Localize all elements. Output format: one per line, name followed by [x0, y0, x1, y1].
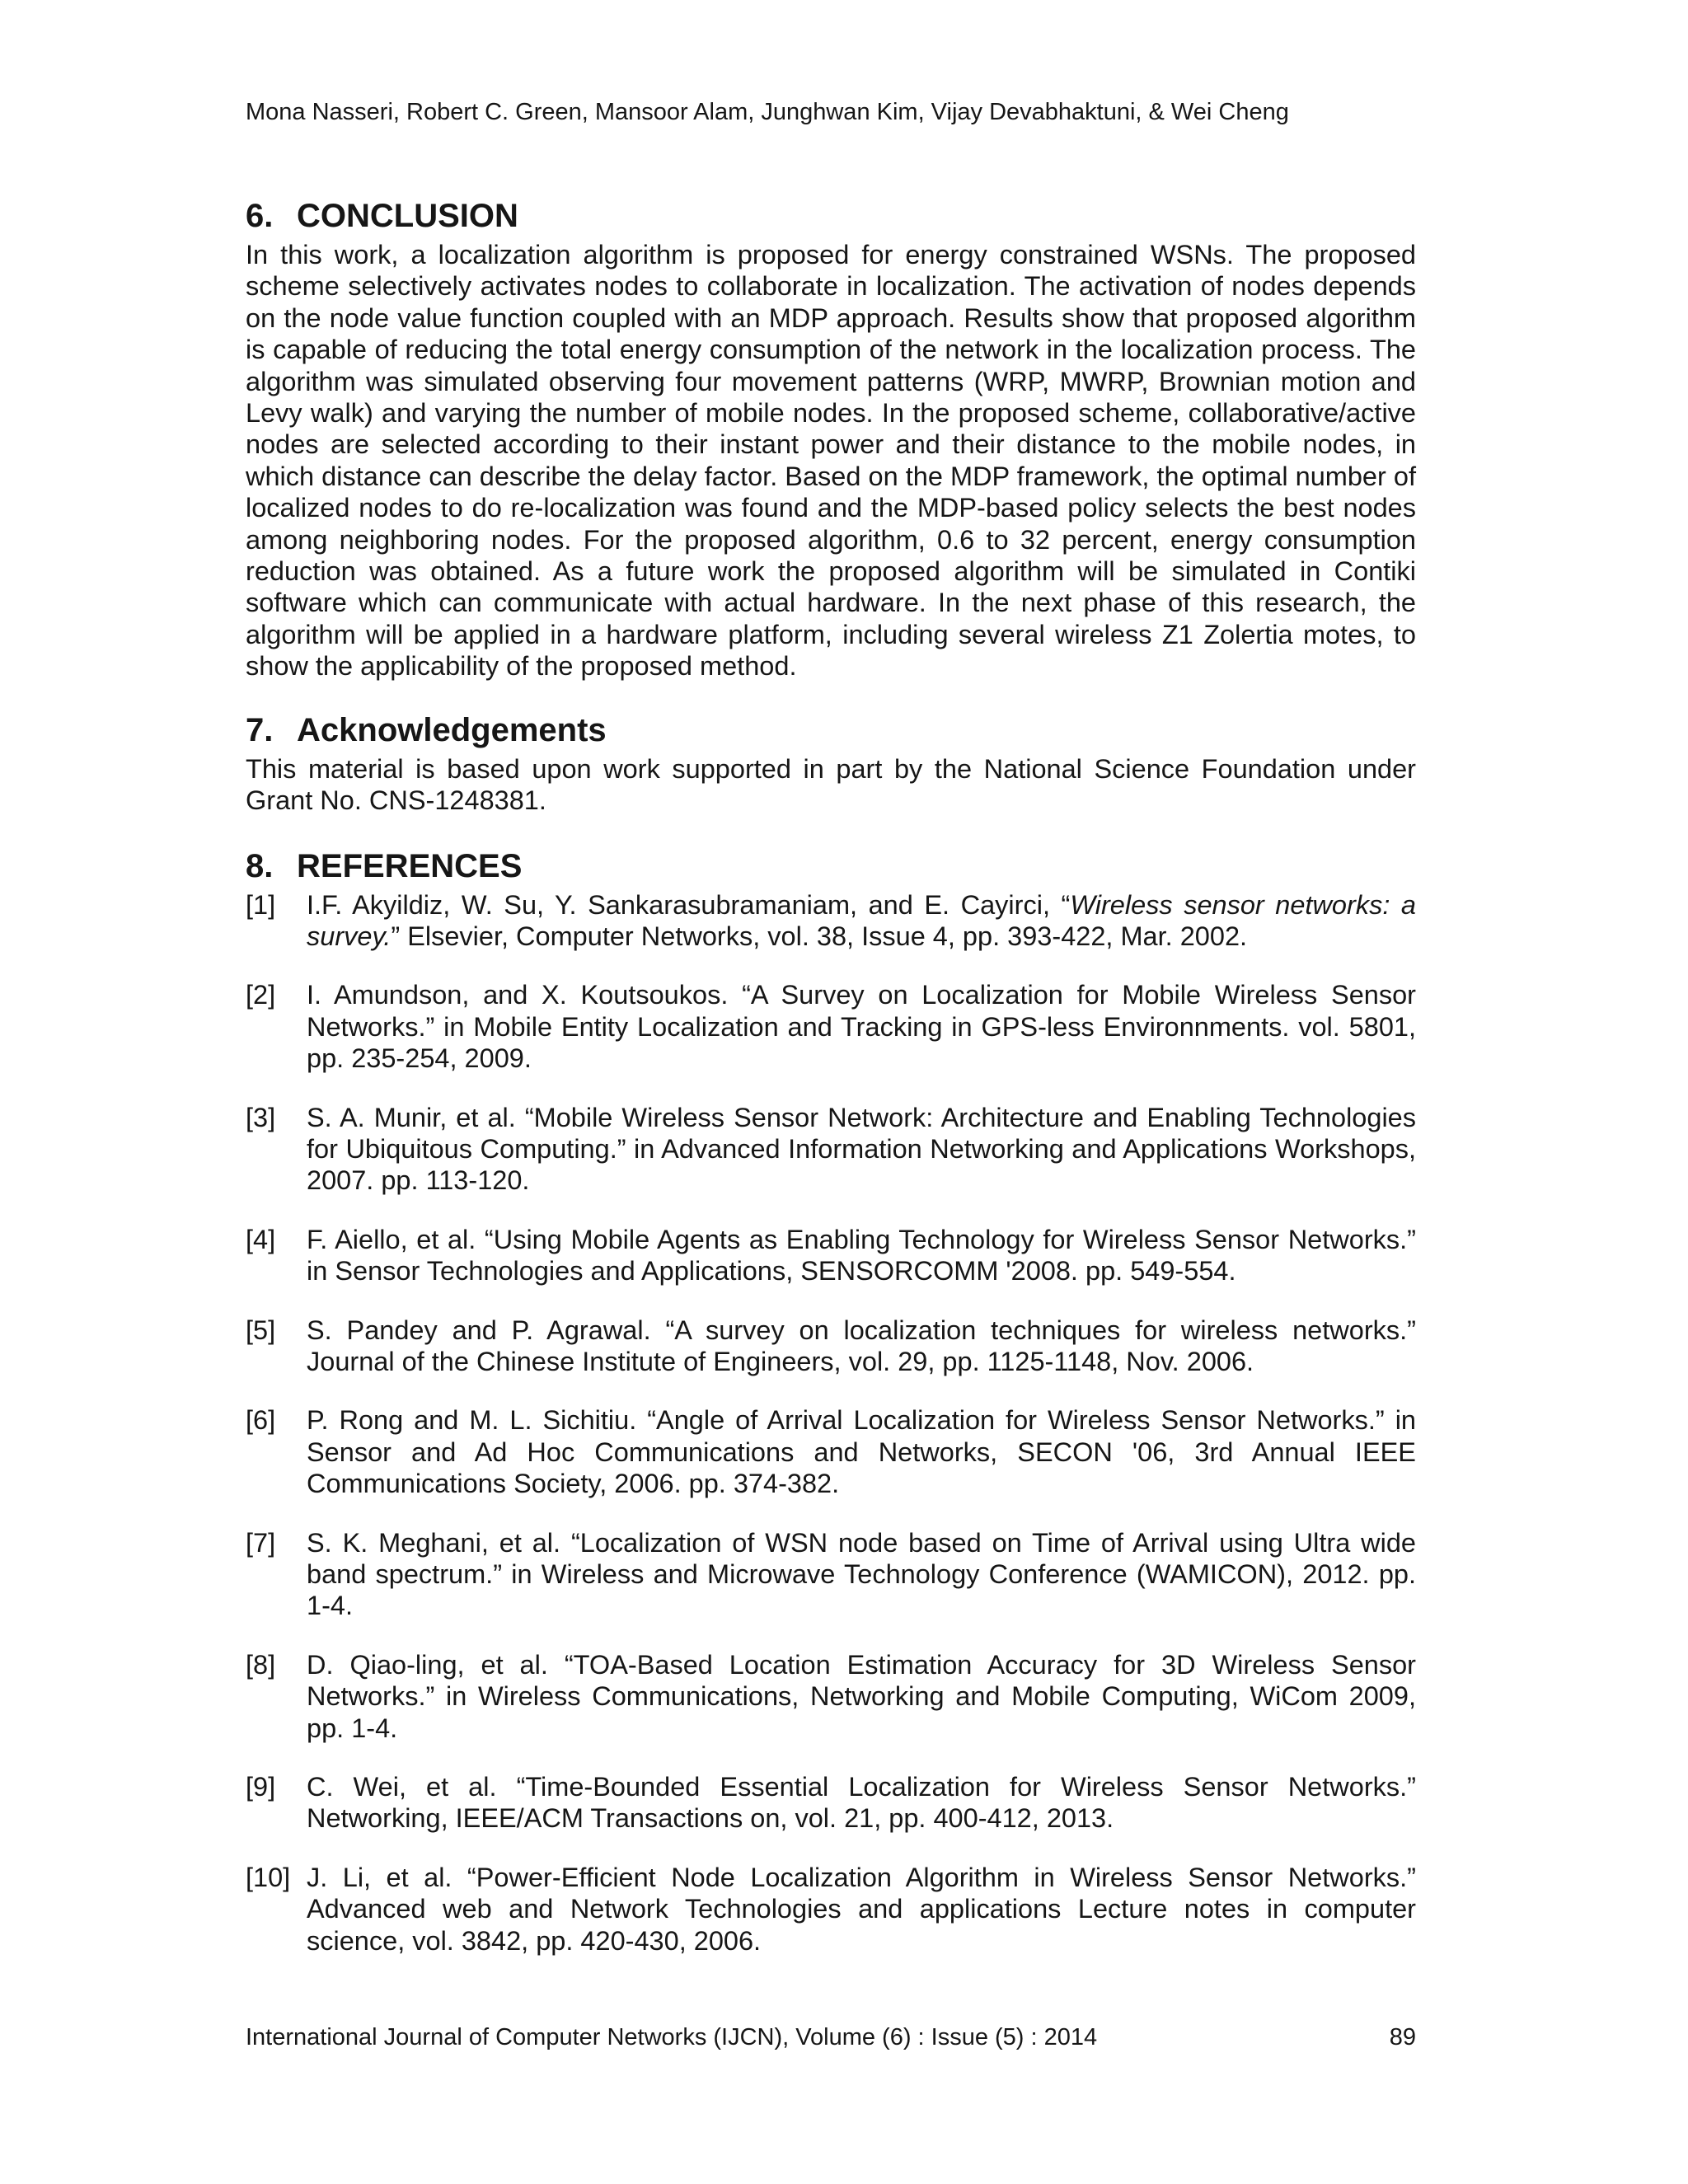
reference-item	[246, 1224, 1416, 1287]
reference-number: [6]	[246, 1405, 276, 1436]
reference-text: I. Amundson, and X. Koutsoukos. “A Survey on Localization for Mobile Wireless Sensor Networks.” in Mobile Entity Localization and Tracking in GPS-less Environnments. vol. 5801, pp. 235-254, 2009.	[307, 980, 1416, 1074]
references-section	[246, 843, 1416, 1957]
page-content	[246, 193, 1416, 1984]
reference-item	[246, 979, 1416, 1074]
reference-number: [4]	[246, 1224, 276, 1254]
reference-number: [9]	[246, 1772, 276, 1802]
reference-number: [2]	[246, 980, 276, 1010]
footer-journal-info: International Journal of Computer Networks (IJCN), Volume (6) : Issue (5) : 2014	[246, 2024, 1098, 2050]
references-heading	[246, 843, 1416, 889]
conclusion-section	[246, 193, 1416, 682]
conclusion-heading	[246, 193, 1416, 239]
running-header-authors: Mona Nasseri, Robert C. Green, Mansoor Alam, Junghwan Kim, Vijay Devabhaktuni, & Wei Cheng	[246, 99, 1289, 125]
conclusion-paragraph: In this work, a localization algorithm is proposed for energy constrained WSNs. The proposed scheme selectively activates nodes to collaborate in localization. The activation of nodes depends on the node value function coupled with an MDP approach. Results show that proposed algorithm is capable of reducing the total energy consumption of the network in the localization process. The algorithm was simulated observing four movement patterns (WRP, MWRP, Brownian motion and Levy walk) and varying the number of mobile nodes. In the proposed scheme, collaborative/active nodes are selected according to their instant power and their distance to the mobile nodes, in which distance can describe the delay factor. Based on the MDP framework, the optimal number of localized nodes to do re-localization was found and the MDP-based policy selects the best nodes among neighboring nodes. For the proposed algorithm, 0.6 to 32 percent, energy consumption reduction was obtained. As a future work the proposed algorithm will be simulated in Contiki software which can communicate with actual hardware. In the next phase of this research, the algorithm will be applied in a hardware platform, including several wireless Z1 Zolertia motes, to show the applicability of the proposed method.	[246, 240, 1416, 682]
section-number: 7.	[246, 711, 274, 748]
section-title: CONCLUSION	[297, 198, 518, 234]
reference-number: [10]	[246, 1862, 291, 1892]
reference-text: S. A. Munir, et al. “Mobile Wireless Sensor Network: Architecture and Enabling Technologies for Ubiquitous Computing.” in Advanced Information Networking and Applications Workshops, 2007. pp. 113-120.	[307, 1102, 1416, 1196]
reference-number: [1]	[246, 889, 276, 920]
reference-text: S. K. Meghani, et al. “Localization of WSN node based on Time of Arrival using Ultra wide band spectrum.” in Wireless and Microwave Technology Conference (WAMICON), 2012. pp. 1-4.	[307, 1527, 1416, 1621]
reference-number: [8]	[246, 1649, 276, 1680]
reference-title-italic: Wireless sensor networks: a survey.	[307, 889, 1416, 951]
reference-item	[246, 1771, 1416, 1835]
reference-text: P. Rong and M. L. Sichitiu. “Angle of Arrival Localization for Wireless Sensor Networks.” in Sensor and Ad Hoc Communications and Networks, SECON '06, 3rd Annual IEEE Communications Society, 2006. pp. 374-382.	[307, 1405, 1416, 1499]
section-number: 8.	[246, 847, 274, 884]
acknowledgements-heading	[246, 707, 1416, 753]
reference-text-end: ” Elsevier, Computer Networks, vol. 38, Issue 4, pp. 393-422, Mar. 2002.	[391, 921, 1248, 951]
reference-number: [3]	[246, 1102, 276, 1132]
reference-item	[246, 1102, 1416, 1197]
reference-text: S. Pandey and P. Agrawal. “A survey on localization techniques for wireless networks.” Journal of the Chinese Institute of Engineers, vol. 29, pp. 1125-1148, Nov. 2006.	[307, 1315, 1416, 1376]
reference-text: D. Qiao-ling, et al. “TOA-Based Location Estimation Accuracy for 3D Wireless Sensor Networks.” in Wireless Communications, Networking and Mobile Computing, WiCom 2009, pp. 1-4.	[307, 1649, 1416, 1743]
section-number: 6.	[246, 198, 274, 234]
reference-text: J. Li, et al. “Power-Efficient Node Localization Algorithm in Wireless Sensor Networks.” Advanced web and Network Technologies and applications Lecture notes in computer science, vol. 3842, pp. 420-430, 2006.	[307, 1862, 1416, 1956]
reference-number: [7]	[246, 1527, 276, 1558]
reference-item	[246, 1527, 1416, 1622]
reference-text	[307, 889, 1416, 953]
reference-item	[246, 889, 1416, 953]
reference-text: F. Aiello, et al. “Using Mobile Agents as Enabling Technology for Wireless Sensor Networks.” in Sensor Technologies and Applications, SENSORCOMM '2008. pp. 549-554.	[307, 1224, 1416, 1286]
reference-list	[246, 889, 1416, 1957]
acknowledgements-section	[246, 707, 1416, 817]
page-number: 89	[1389, 2024, 1416, 2050]
acknowledgements-paragraph: This material is based upon work supported in part by the National Science Foundation under Grant No. CNS-1248381.	[246, 753, 1416, 816]
reference-item	[246, 1315, 1416, 1378]
section-title: REFERENCES	[297, 847, 523, 884]
reference-text: C. Wei, et al. “Time-Bounded Essential Localization for Wireless Sensor Networks.” Networking, IEEE/ACM Transactions on, vol. 21, pp. 400-412, 2013.	[307, 1772, 1416, 1834]
section-title: Acknowledgements	[297, 711, 607, 748]
reference-text-start: I.F. Akyildiz, W. Su, Y. Sankarasubramaniam, and E. Cayirci, “	[307, 889, 1071, 920]
reference-number: [5]	[246, 1315, 276, 1345]
reference-item	[246, 1649, 1416, 1744]
reference-item	[246, 1862, 1416, 1957]
reference-item	[246, 1404, 1416, 1499]
